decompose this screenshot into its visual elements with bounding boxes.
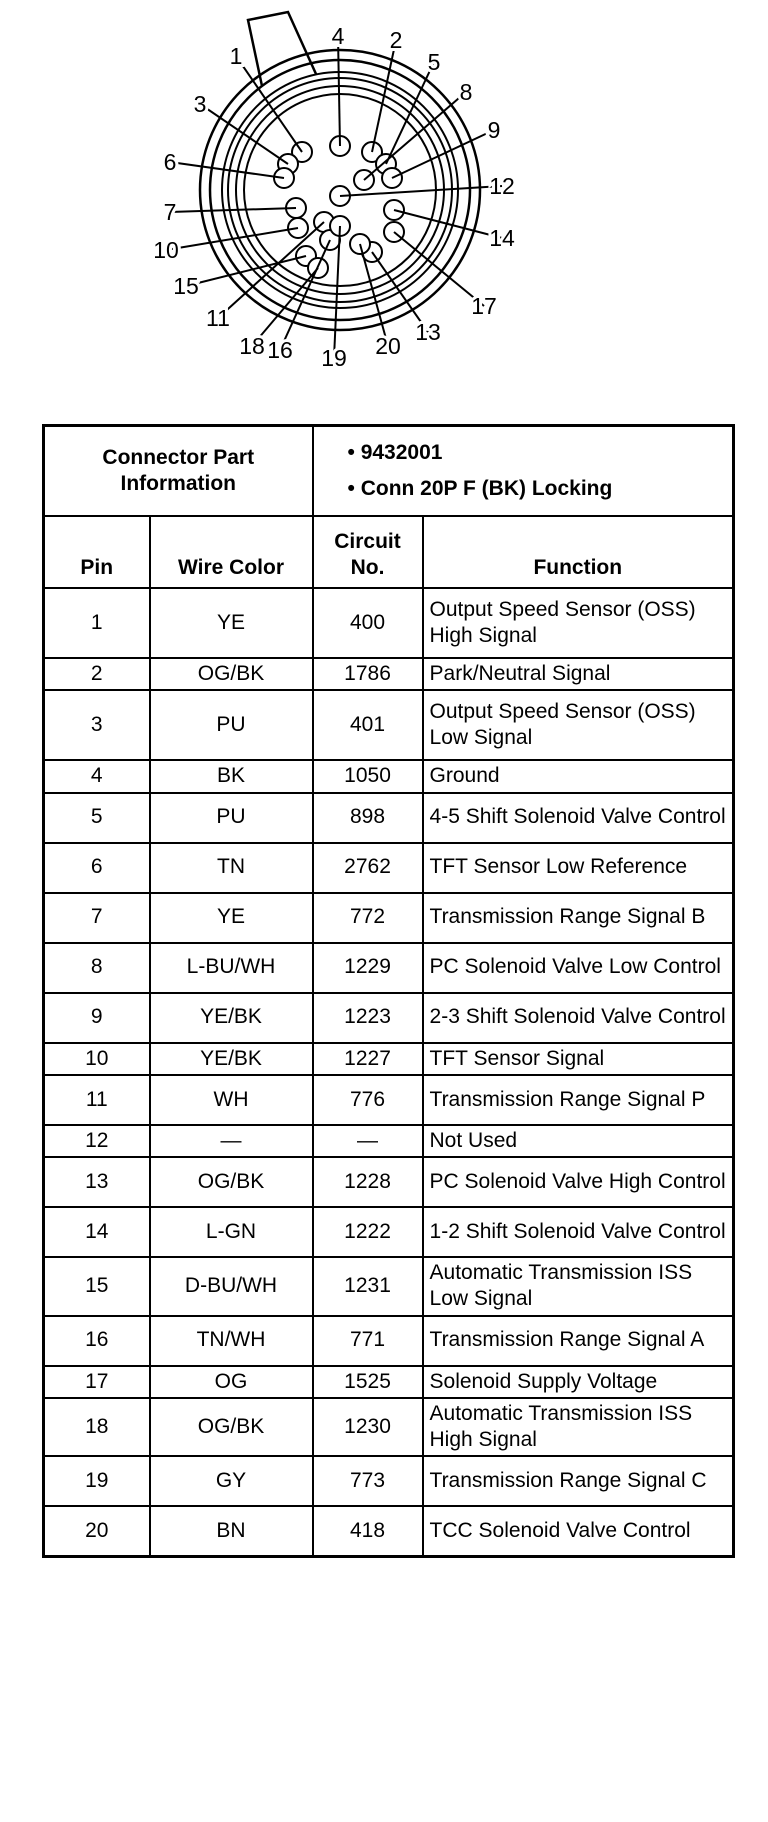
wire-color-cell: TN/WH xyxy=(150,1316,313,1366)
pin-label-7: 7 xyxy=(163,199,177,225)
circuit-cell: — xyxy=(313,1125,423,1157)
function-cell: Transmission Range Signal C xyxy=(423,1456,734,1506)
wire-color-cell: BK xyxy=(150,760,313,792)
wire-color-cell: OG/BK xyxy=(150,1157,313,1207)
table-row xyxy=(44,690,734,760)
function-cell: 1-2 Shift Solenoid Valve Control xyxy=(423,1207,734,1257)
pin-cell: 19 xyxy=(44,1456,150,1506)
circuit-cell: 1222 xyxy=(313,1207,423,1257)
part-info-label: Connector Part Information xyxy=(44,426,313,517)
wire-color-cell: WH xyxy=(150,1075,313,1125)
connector-pinout-table xyxy=(42,424,735,1558)
wire-color-cell: PU xyxy=(150,690,313,760)
circuit-cell: 898 xyxy=(313,793,423,843)
pin-cell: 16 xyxy=(44,1316,150,1366)
function-cell: Transmission Range Signal P xyxy=(423,1075,734,1125)
table-row xyxy=(44,1366,734,1398)
table-row xyxy=(44,993,734,1043)
pin-cell: 11 xyxy=(44,1075,150,1125)
header-row xyxy=(44,516,734,588)
function-cell: Ground xyxy=(423,760,734,792)
wire-color-cell: YE/BK xyxy=(150,993,313,1043)
circuit-cell: 771 xyxy=(313,1316,423,1366)
pin-cell: 13 xyxy=(44,1157,150,1207)
circuit-cell: 1231 xyxy=(313,1257,423,1316)
table-row xyxy=(44,943,734,993)
wire-color-cell: D-BU/WH xyxy=(150,1257,313,1316)
function-cell: Transmission Range Signal B xyxy=(423,893,734,943)
wire-color-cell: YE xyxy=(150,893,313,943)
table-row xyxy=(44,1075,734,1125)
pin-leader-14 xyxy=(394,210,502,238)
circuit-cell: 2762 xyxy=(313,843,423,893)
part-number: • 9432001 xyxy=(347,441,443,464)
circuit-cell: 1228 xyxy=(313,1157,423,1207)
pin-label-17: 17 xyxy=(471,293,497,319)
pin-leader-7 xyxy=(170,208,296,212)
pin-cell: 1 xyxy=(44,588,150,658)
pin-label-18: 18 xyxy=(239,333,265,359)
function-cell: Automatic Transmission ISS High Signal xyxy=(423,1398,734,1457)
pin-label-8: 8 xyxy=(459,79,473,105)
table-row xyxy=(44,588,734,658)
function-cell: TFT Sensor Low Reference xyxy=(423,843,734,893)
pin-cell: 2 xyxy=(44,658,150,690)
pin-cell: 18 xyxy=(44,1398,150,1457)
pin-cell: 3 xyxy=(44,690,150,760)
table-row xyxy=(44,1043,734,1075)
pin-leader-10 xyxy=(166,228,298,250)
circuit-cell: 1050 xyxy=(313,760,423,792)
pin-label-15: 15 xyxy=(173,273,199,299)
header-pin: Pin xyxy=(44,516,150,588)
pin-cell: 7 xyxy=(44,893,150,943)
pin-label-13: 13 xyxy=(415,319,441,345)
table-row xyxy=(44,1257,734,1316)
pin-cell: 10 xyxy=(44,1043,150,1075)
pin-cell: 15 xyxy=(44,1257,150,1316)
pin-label-2: 2 xyxy=(389,27,403,53)
table-row xyxy=(44,1316,734,1366)
table-row xyxy=(44,843,734,893)
circuit-cell: 400 xyxy=(313,588,423,658)
table-row xyxy=(44,1157,734,1207)
circuit-cell: 1525 xyxy=(313,1366,423,1398)
circuit-cell: 776 xyxy=(313,1075,423,1125)
circuit-cell: 1223 xyxy=(313,993,423,1043)
pin-cell: 4 xyxy=(44,760,150,792)
function-cell: Park/Neutral Signal xyxy=(423,658,734,690)
function-cell: PC Solenoid Valve Low Control xyxy=(423,943,734,993)
pin-cell: 20 xyxy=(44,1506,150,1556)
connector-face-diagram xyxy=(0,0,768,380)
function-cell: Transmission Range Signal A xyxy=(423,1316,734,1366)
pin-cell: 14 xyxy=(44,1207,150,1257)
circuit-cell: 1230 xyxy=(313,1398,423,1457)
wire-color-cell: PU xyxy=(150,793,313,843)
table-row xyxy=(44,1506,734,1556)
pin-cell: 5 xyxy=(44,793,150,843)
pin-label-9: 9 xyxy=(487,117,501,143)
pin-label-5: 5 xyxy=(427,49,441,75)
wire-color-cell: TN xyxy=(150,843,313,893)
pin-label-10: 10 xyxy=(153,237,179,263)
header-wire-color: Wire Color xyxy=(150,516,313,588)
pin-leader-4 xyxy=(338,36,340,146)
wire-color-cell: OG xyxy=(150,1366,313,1398)
wire-color-cell: OG/BK xyxy=(150,658,313,690)
function-cell: Output Speed Sensor (OSS) Low Signal xyxy=(423,690,734,760)
pin-cell: 8 xyxy=(44,943,150,993)
header-circuit: Circuit No. xyxy=(313,516,423,588)
table-row xyxy=(44,1207,734,1257)
pin-cell: 17 xyxy=(44,1366,150,1398)
circuit-cell: 1229 xyxy=(313,943,423,993)
circuit-cell: 401 xyxy=(313,690,423,760)
pin-cell: 9 xyxy=(44,993,150,1043)
wire-color-cell: YE/BK xyxy=(150,1043,313,1075)
pin-label-14: 14 xyxy=(489,225,515,251)
wire-color-cell: OG/BK xyxy=(150,1398,313,1457)
wire-color-cell: L-BU/WH xyxy=(150,943,313,993)
function-cell: 2-3 Shift Solenoid Valve Control xyxy=(423,993,734,1043)
table-row xyxy=(44,760,734,792)
table-row xyxy=(44,793,734,843)
pin-label-4: 4 xyxy=(331,23,345,49)
function-cell: Not Used xyxy=(423,1125,734,1157)
table-row xyxy=(44,658,734,690)
wire-color-cell: YE xyxy=(150,588,313,658)
header-function: Function xyxy=(423,516,734,588)
pin-label-3: 3 xyxy=(193,91,207,117)
function-cell: TFT Sensor Signal xyxy=(423,1043,734,1075)
circuit-cell: 773 xyxy=(313,1456,423,1506)
wire-color-cell: L-GN xyxy=(150,1207,313,1257)
table-row xyxy=(44,893,734,943)
pin-leader-6 xyxy=(170,162,284,178)
wire-color-cell: GY xyxy=(150,1456,313,1506)
connector-description: • Conn 20P F (BK) Locking xyxy=(347,477,613,500)
pin-cell: 12 xyxy=(44,1125,150,1157)
table-row xyxy=(44,1125,734,1157)
part-info-items xyxy=(313,426,734,517)
circuit-cell: 772 xyxy=(313,893,423,943)
circuit-cell: 1227 xyxy=(313,1043,423,1075)
circuit-cell: 1786 xyxy=(313,658,423,690)
wire-color-cell: BN xyxy=(150,1506,313,1556)
function-cell: Automatic Transmission ISS Low Signal xyxy=(423,1257,734,1316)
part-info-row xyxy=(44,426,734,517)
pin-label-6: 6 xyxy=(163,149,177,175)
pin-label-1: 1 xyxy=(229,43,243,69)
function-cell: 4-5 Shift Solenoid Valve Control xyxy=(423,793,734,843)
wire-color-cell: — xyxy=(150,1125,313,1157)
function-cell: PC Solenoid Valve High Control xyxy=(423,1157,734,1207)
pin-label-20: 20 xyxy=(375,333,401,359)
pin-label-16: 16 xyxy=(267,337,293,363)
table-row xyxy=(44,1398,734,1457)
pin-label-11: 11 xyxy=(206,305,230,331)
pin-cell: 6 xyxy=(44,843,150,893)
pin-label-19: 19 xyxy=(321,345,347,371)
function-cell: Solenoid Supply Voltage xyxy=(423,1366,734,1398)
pin-label-12: 12 xyxy=(489,173,515,199)
function-cell: TCC Solenoid Valve Control xyxy=(423,1506,734,1556)
function-cell: Output Speed Sensor (OSS) High Signal xyxy=(423,588,734,658)
table-row xyxy=(44,1456,734,1506)
circuit-cell: 418 xyxy=(313,1506,423,1556)
